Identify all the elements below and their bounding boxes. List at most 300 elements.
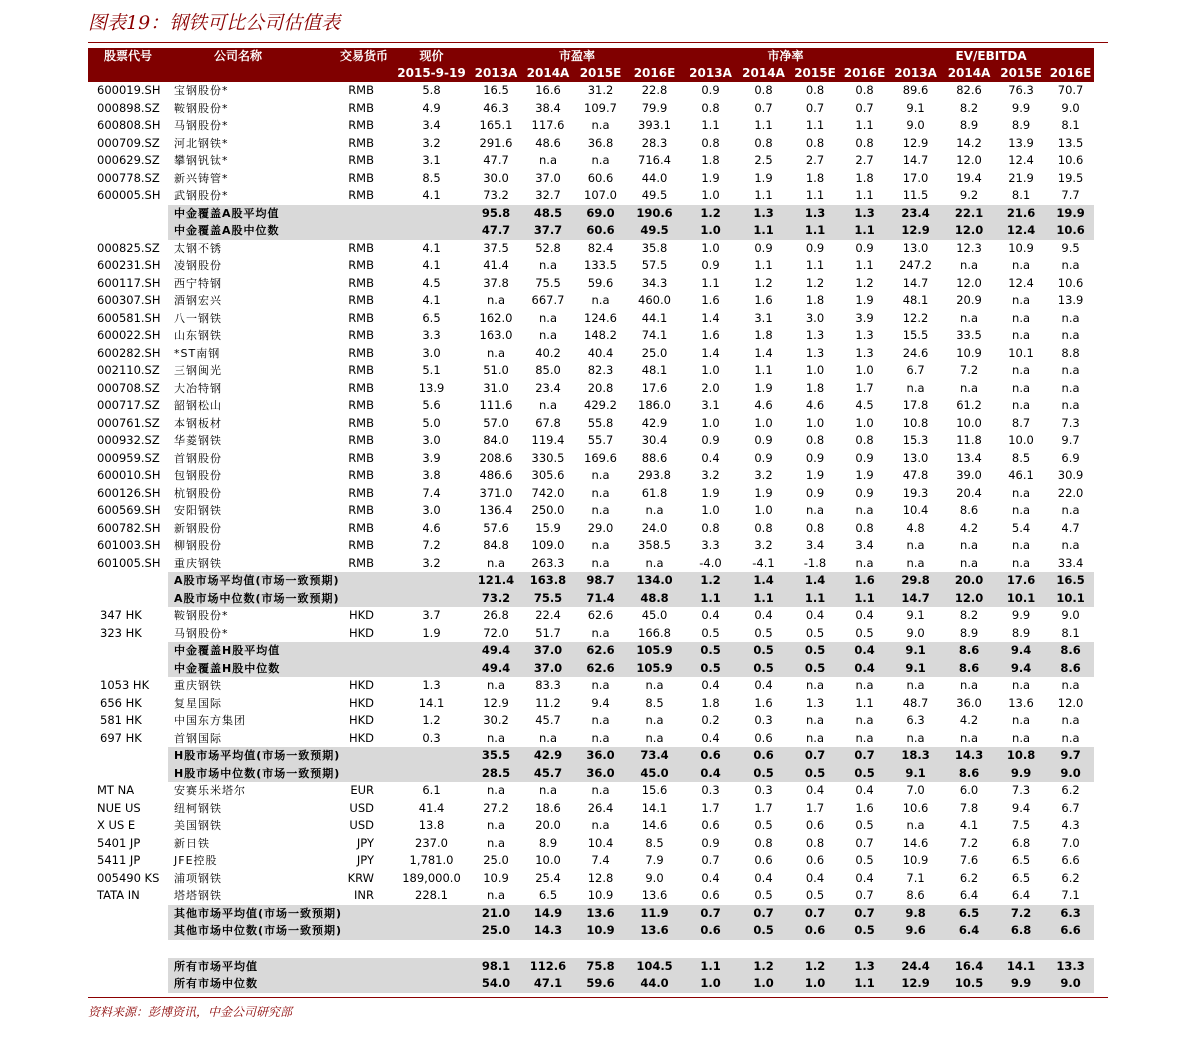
pe-value: 22.4 [535,608,561,622]
pe-value: n.a [591,153,610,167]
company-name: 凌钢股份 [174,259,222,272]
currency: RMB [348,415,374,430]
pe-value: 62.6 [575,642,626,660]
figure-title: 图表19：钢铁可比公司估值表 [88,12,341,34]
pe-value: 62.6 [575,660,626,678]
stock-code: 600569.SH [97,503,161,517]
ev-value: 9.0 [1061,608,1080,622]
table-row [88,100,1094,118]
pb-value: 1.0 [738,975,789,993]
pb-value: 0.8 [855,433,874,447]
ev-value: 10.1 [1047,590,1094,608]
pb-value: 1.2 [754,275,773,290]
stock-code: 600282.SH [97,345,161,360]
ev-value: n.a [1012,678,1031,692]
pb-value: 1.2 [805,275,825,290]
company-name: 美国钢铁 [174,819,222,832]
summary-spacer-cell [88,922,168,940]
ev-value: n.a [1012,258,1031,272]
ev-value: 76.3 [1008,83,1034,97]
ev-value: n.a [1012,555,1031,570]
pb-value: 0.8 [805,135,825,150]
ev-value: n.a [906,555,925,570]
ev-value: 14.1 [995,958,1047,976]
table-row [88,555,1094,573]
table-row [88,852,1094,870]
stock-code: 600022.SH [97,328,161,342]
company-name: 华菱钢铁 [174,434,222,447]
price: 7.4 [422,485,441,500]
summary-row [88,660,1094,678]
pb-value: 1.1 [701,118,720,132]
pe-value: 15.9 [535,520,561,535]
pe-value: 371.0 [479,485,513,500]
pb-value: 0.9 [701,83,720,97]
pb-value: 2.7 [805,153,825,167]
pe-value: n.a [591,678,610,692]
ev-value: 15.5 [902,328,929,342]
ev-value: n.a [1012,538,1031,552]
pb-value: 0.8 [701,100,720,115]
ev-value: 8.6 [943,660,995,678]
pb-value: 1.9 [855,468,874,482]
summary-spacer-cell [88,975,168,993]
ev-value: 48.1 [902,293,929,307]
company-name: 新兴铸管* [174,171,229,185]
pe-value: 35.5 [471,747,521,765]
pb-value: 4.6 [754,398,773,412]
pb-value: 0.9 [855,485,874,500]
table-row [88,607,1094,625]
pe-value: n.a [539,398,557,412]
pb-value: 0.9 [701,835,720,850]
header-price-date: 2015-9-19 [392,65,471,82]
pb-value: n.a [855,713,874,727]
ev-value: 9.1 [906,608,925,622]
summary-spacer-cell [88,590,168,608]
pb-value: n.a [806,730,825,745]
company-name: 鞍钢股份* [174,609,229,622]
pe-value: 42.9 [641,415,668,430]
ev-value: 8.2 [959,100,979,115]
company-name: JFE控股 [174,854,218,867]
currency: HKD [348,625,374,640]
pb-value: 0.4 [701,678,720,692]
ev-value: 12.9 [888,222,943,240]
pb-value: 0.4 [701,608,720,622]
ev-value: 7.2 [959,363,979,377]
company-name: 本钢板材 [174,416,222,430]
pb-value: 0.8 [855,520,874,535]
pe-value: 45.0 [641,608,668,622]
summary-row [88,572,1094,590]
currency: USD [349,800,374,815]
pe-value: n.a [591,503,610,517]
price: 3.0 [422,433,441,447]
ev-value: n.a [1012,293,1031,307]
pb-value: -4.0 [699,555,722,570]
pe-value: 55.7 [587,433,614,447]
pe-value: n.a [591,555,610,570]
pe-value: 20.8 [587,380,614,395]
pb-value: 1.3 [855,328,874,342]
pe-value: 10.9 [575,922,626,940]
ev-value: 33.5 [956,328,982,342]
pe-value: 8.9 [538,835,558,850]
pe-value: 104.5 [626,958,683,976]
summary-label: H股市场平均值(市场一致预期) [168,747,471,765]
pb-value: 0.5 [789,642,841,660]
header-pb-year: 2013A [683,65,738,82]
ev-value: n.a [960,538,979,552]
pb-value: 0.7 [855,835,874,850]
pe-value: 44.0 [641,170,668,185]
pb-value: 1.8 [701,153,720,167]
pe-value: 45.7 [535,713,561,727]
pb-value: 0.5 [738,642,789,660]
title-rule [88,42,1108,43]
ev-value: n.a [1012,328,1031,342]
pe-value: n.a [487,345,505,360]
ev-value: 7.1 [1061,888,1080,902]
ev-value: 14.7 [902,275,929,290]
stock-code: 600126.SH [97,485,161,500]
pb-value: 1.8 [805,293,825,307]
ev-value: 8.6 [943,642,995,660]
table-row [88,887,1094,905]
pb-value: 1.0 [754,503,773,517]
table-row [88,380,1094,398]
ev-value: n.a [1012,485,1031,500]
ev-value: 21.6 [995,205,1047,223]
currency: RMB [348,363,374,377]
pb-value: 0.4 [855,870,874,885]
pe-value: 10.9 [587,888,614,902]
pb-value: 1.9 [855,293,874,307]
table-row [88,800,1094,818]
pb-value: 1.7 [701,800,720,815]
ev-value: 17.8 [902,398,929,412]
pb-value: 0.8 [754,83,773,97]
pe-value: 48.6 [535,135,561,150]
ev-value: n.a [906,678,925,692]
ev-value: 36.0 [956,695,982,710]
stock-code: 000709.SZ [97,135,160,150]
pe-value: 165.1 [479,118,513,132]
ev-value: 14.3 [943,747,995,765]
stock-code: 600019.SH [97,83,161,97]
price: 3.0 [422,503,441,517]
price: 3.4 [422,118,441,132]
company-name: 安阳钢铁 [174,504,222,517]
pe-value: 49.4 [471,642,521,660]
pe-value: 12.9 [483,695,509,710]
price: 237.0 [415,835,448,850]
pb-value: 0.4 [805,783,825,797]
pe-value: 25.0 [641,345,668,360]
pe-value: 72.0 [483,625,509,640]
pb-value: 3.3 [701,538,720,552]
pb-value: 1.1 [805,188,825,202]
pb-value: 1.3 [841,958,888,976]
pe-value: 26.4 [587,800,614,815]
summary-label: H股市场中位数(市场一致预期) [168,765,471,783]
ev-value: 10.0 [956,415,982,430]
pb-value: 1.0 [855,415,874,430]
ev-value: 7.2 [995,905,1047,923]
pe-value: 73.4 [626,747,683,765]
pb-value: n.a [855,555,874,570]
header-code: 股票代号 [88,48,168,65]
ev-value: 9.4 [1011,800,1031,815]
header-ev-year: 2016E [1047,65,1094,82]
ev-value: 9.0 [1047,975,1094,993]
ev-value: 8.6 [943,765,995,783]
company-name: 西宁特钢 [174,276,222,290]
price: 4.9 [422,100,441,115]
stock-code: 600117.SH [97,275,161,290]
stock-code: MT NA [97,783,135,797]
table-row [88,362,1094,380]
pb-value: 0.5 [701,625,720,640]
pe-value: 31.2 [587,83,614,97]
ev-value: n.a [1061,398,1080,412]
currency: RMB [348,538,374,552]
pe-value: 393.1 [638,118,671,132]
ev-value: n.a [1061,713,1080,727]
pe-value: 59.6 [575,975,626,993]
pe-value: 105.9 [626,642,683,660]
pb-value: 1.2 [789,958,841,976]
pe-value: 74.1 [641,328,668,342]
currency: RMB [348,275,374,290]
summary-row [88,765,1094,783]
pe-value: 11.2 [535,695,561,710]
pb-value: 1.6 [701,293,720,307]
pb-value: 0.5 [855,818,874,832]
pe-value: 73.2 [471,590,521,608]
header-pb-year: 2015E [789,65,841,82]
ev-value: n.a [960,678,979,692]
company-name: 纽柯钢铁 [174,801,222,815]
currency: RMB [348,555,374,570]
price: 3.1 [422,153,441,167]
ev-value: n.a [1061,538,1080,552]
pe-value: 57.0 [483,415,509,430]
pb-value: 0.4 [754,870,773,885]
pe-value: 51.7 [535,625,561,640]
stock-code: 000959.SZ [97,450,160,465]
pb-value: 0.5 [754,888,773,902]
price: 4.1 [422,240,441,255]
stock-code: 347 HK [100,608,142,622]
pe-value: n.a [487,293,505,307]
summary-row [88,958,1094,976]
stock-code: 600808.SH [97,118,161,132]
ev-value: 6.8 [1011,835,1031,850]
ev-value: 20.0 [943,572,995,590]
price: 13.8 [418,818,445,832]
ev-value: 33.4 [1057,555,1084,570]
ev-value: 7.3 [1061,415,1080,430]
pb-value: 0.7 [855,100,874,115]
table-row [88,782,1094,800]
ev-value: 6.5 [943,905,995,923]
pb-value: 1.3 [805,695,825,710]
ev-value: 19.5 [1057,170,1084,185]
pe-value: 112.6 [521,958,575,976]
pe-value: 742.0 [531,485,565,500]
company-name: 武钢股份* [174,189,229,202]
header-pe-year: 2016E [626,65,683,82]
price: 4.1 [422,188,441,202]
ev-value: 9.4 [995,642,1047,660]
currency: KRW [347,870,374,885]
pb-value: 3.0 [805,310,825,325]
ev-value: 12.9 [888,975,943,993]
table-row [88,397,1094,415]
price: 3.9 [422,450,441,465]
pe-value: 27.2 [483,800,509,815]
pb-value: 1.4 [789,572,841,590]
ev-value: 14.7 [902,153,929,167]
company-name: 包钢股份 [174,469,222,482]
stock-code: 1053 HK [100,678,150,692]
ev-value: 8.6 [906,888,925,902]
price: 8.5 [422,170,441,185]
pe-value: 60.6 [587,170,614,185]
pb-value: 1.1 [789,590,841,608]
currency: RMB [348,83,374,97]
company-name: 新日铁 [174,836,210,850]
ev-value: 9.1 [888,660,943,678]
company-name: 重庆钢铁 [174,679,222,692]
pb-value: 1.6 [754,293,773,307]
table-row [88,450,1094,468]
ev-value: 8.8 [1061,345,1080,360]
pe-value: 163.8 [521,572,575,590]
stock-code: 656 HK [100,695,142,710]
currency: JPY [356,835,374,850]
pb-value: 1.1 [701,275,720,290]
currency: RMB [348,485,374,500]
stock-code: 005490 KS [97,870,160,885]
ev-value: 6.4 [1011,888,1031,902]
pe-value: 83.3 [535,678,561,692]
price: 5.8 [422,83,441,97]
summary-label: 中金覆盖A股中位数 [168,222,471,240]
pe-value: 136.4 [479,503,513,517]
pe-value: 79.9 [641,100,668,115]
ev-value: 12.2 [902,310,929,325]
pb-value: 1.1 [683,958,738,976]
company-name: 韶钢松山 [174,399,222,412]
pe-value: n.a [487,835,505,850]
pb-value: 1.3 [738,205,789,223]
pe-value: 133.5 [584,258,617,272]
ev-value: 46.1 [1008,468,1034,482]
price: 1.9 [422,625,441,640]
table-row [88,152,1094,170]
price: 3.7 [422,608,441,622]
pb-value: 0.6 [805,818,825,832]
ev-value: n.a [960,310,979,325]
pe-value: 36.8 [587,135,614,150]
company-name: 鞍钢股份* [174,101,229,115]
pe-value: n.a [591,468,610,482]
ev-value: 16.5 [1047,572,1094,590]
stock-code: 000932.SZ [97,433,160,447]
pe-value: 54.0 [471,975,521,993]
pe-value: 11.9 [626,905,683,923]
table-row [88,695,1094,713]
pb-value: 1.4 [701,310,720,325]
table-row [88,432,1094,450]
price: 1.2 [422,713,441,727]
pb-value: 2.0 [701,380,720,395]
pe-value: n.a [591,783,610,797]
ev-value: 17.6 [995,572,1047,590]
ev-value: 8.6 [1047,642,1094,660]
pb-value: 0.9 [805,450,825,465]
pb-value: 1.1 [841,590,888,608]
pe-value: 169.6 [584,450,617,465]
pb-value: 1.6 [855,800,874,815]
ev-value: 6.6 [1061,853,1080,867]
summary-row [88,905,1094,923]
company-name: 塔塔钢铁 [174,889,222,902]
pe-value: 75.5 [521,590,575,608]
pb-value: 0.4 [855,608,874,622]
pe-value: 14.6 [641,818,668,832]
header-ev-year: 2013A [888,65,943,82]
header-ev-ebitda: EV/EBITDA [888,48,1094,65]
summary-label: 其他市场平均值(市场一致预期) [168,905,471,923]
ev-value: n.a [960,258,979,272]
pb-value: n.a [806,713,825,727]
pe-value: 42.9 [521,747,575,765]
ev-value: 82.6 [956,83,982,97]
ev-value: 9.0 [1047,765,1094,783]
pe-value: n.a [645,503,664,517]
ev-value: 7.0 [1061,835,1080,850]
ev-value: n.a [1061,730,1080,745]
pb-value: 1.2 [738,958,789,976]
ev-value: 70.7 [1057,83,1084,97]
summary-row [88,642,1094,660]
summary-row [88,922,1094,940]
table-row [88,135,1094,153]
pb-value: 0.5 [855,625,874,640]
pb-value: 1.1 [855,118,874,132]
ev-value: 29.8 [888,572,943,590]
pe-value: 46.3 [483,100,509,115]
pb-value: 0.6 [683,922,738,940]
ev-value: n.a [1012,730,1031,745]
stock-code: 600307.SH [97,293,161,307]
pe-value: 124.6 [584,310,617,325]
pe-value: 305.6 [531,468,565,482]
pe-value: 47.7 [471,222,521,240]
pe-value: 460.0 [638,293,671,307]
summary-label: 中金覆盖H股中位数 [168,660,471,678]
pe-value: 8.5 [645,835,664,850]
pe-value: 186.0 [638,398,671,412]
pb-value: 1.6 [754,695,773,710]
currency: RMB [348,380,374,395]
pb-value: 1.9 [701,485,720,500]
pe-value: 12.8 [587,870,614,885]
